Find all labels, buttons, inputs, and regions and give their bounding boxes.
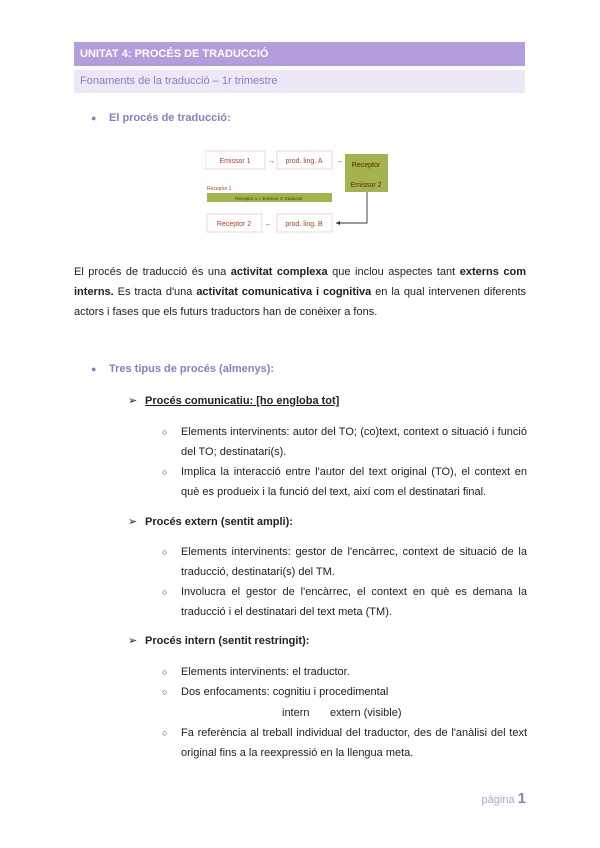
diagram-prod-b: prod. ling. B — [285, 221, 323, 228]
sub-label-extern: extern (visible) — [330, 707, 402, 719]
circle-bullet-icon: ○ — [162, 728, 168, 738]
arrow-right-icon: → — [336, 158, 343, 165]
circle-bullet-icon: ○ — [162, 667, 168, 677]
list-item: ○ Elements intervinents: el traductor. — [162, 662, 527, 682]
diagram-emissor1: Emissor 1 — [219, 158, 251, 165]
page-number: pàgina 1 — [481, 790, 526, 807]
intro-paragraph: El procés de traducció és una activitat complexa que inclou aspectes tant externs com interns. Es tracta d'una activitat comunicativa i cognitiva en la qual intervenen diferents actors i fases que els futurs traductors han de conèixer a fons. — [74, 266, 526, 318]
list-item: ○ Elements intervinents: autor del TO; (co)text, context o situació i funció del TO; destinatari(s). — [162, 422, 527, 462]
arrowhead-bullet-icon: ➢ — [128, 395, 138, 407]
arrow-left-icon: ← — [265, 221, 272, 228]
circle-bullet-icon: ○ — [162, 427, 168, 437]
unit-title: UNITAT 4: PROCÉS DE TRADUCCIÓ — [74, 42, 525, 66]
return-connector — [336, 192, 367, 223]
bullet-icon: ● — [91, 113, 97, 123]
list-item: ○ Elements intervinents: gestor de l'encàrrec, context de situació de la traducció, destinatari(s) del TM. — [162, 542, 527, 582]
section-heading-tipus: ● Tres tipus de procés (almenys): — [91, 363, 275, 375]
heading-proces-extern: ➢ Procés extern (sentit ampli): — [128, 516, 293, 528]
diagram-emissor2: Emissor 2 — [350, 182, 382, 189]
translation-process-diagram — [205, 148, 405, 240]
circle-bullet-icon: ○ — [162, 547, 168, 557]
bullet-icon: ● — [91, 364, 97, 374]
diagram-receptor: Receptor — [351, 162, 381, 169]
diagram-receptor2: Receptor 2 — [216, 221, 252, 228]
circle-bullet-icon: ○ — [162, 687, 168, 697]
list-item: ○ Involucra el gestor de l'encàrrec, el context en què es demana la traducció i el destinatari del text meta (TM). — [162, 582, 527, 622]
diagram-receptor1: Receptor 1 — [207, 186, 232, 192]
circle-bullet-icon: ○ — [162, 467, 168, 477]
heading-proces-comunicatiu: ➢ Procés comunicatiu: [ho engloba tot] — [128, 395, 340, 407]
sub-label-intern: intern — [282, 707, 310, 719]
arrow-head-icon — [336, 221, 340, 225]
arrowhead-bullet-icon: ➢ — [128, 635, 138, 647]
list-item: ○ Fa referència al treball individual del traductor, des de l'anàlisi del text original fins a la reexpressió en la llengua meta. — [162, 723, 527, 763]
circle-bullet-icon: ○ — [162, 587, 168, 597]
diagram-prod-a: prod. ling. A — [285, 158, 323, 165]
section-heading-proces: ● El procés de traducció: — [91, 112, 231, 124]
arrowhead-bullet-icon: ➢ — [128, 516, 138, 528]
arrow-right-icon: → — [268, 158, 275, 165]
list-item: ○ Dos enfocaments: cognitiu i procedimental — [162, 682, 527, 702]
unit-subtitle: Fonaments de la traducció – 1r trimestre — [74, 70, 525, 93]
list-item: ○ Implica la interacció entre l'autor del text original (TO), el context en què es produeix i la funció del text, així com el destinatari final. — [162, 462, 527, 502]
heading-proces-intern: ➢ Procés intern (sentit restringit): — [128, 635, 310, 647]
diagram-traductor: Receptor 1 = Emissor 2: traductor — [235, 196, 303, 201]
